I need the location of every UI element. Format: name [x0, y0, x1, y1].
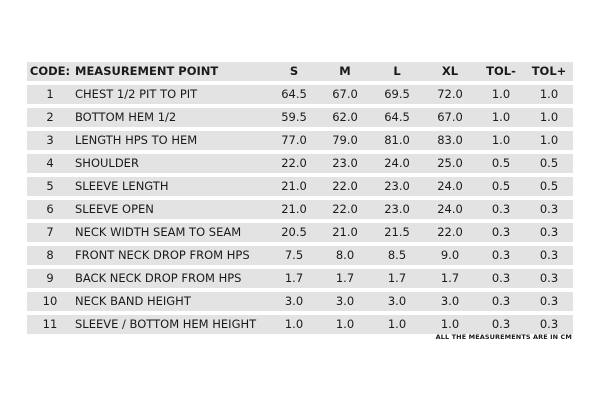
cell-size-s: 64.5 [269, 85, 319, 104]
table-row [27, 292, 573, 311]
cell-size-s: 1.7 [269, 269, 319, 288]
cell-tol-plus: 1.0 [525, 85, 573, 104]
table-row [27, 85, 573, 104]
cell-size-xl: 3.0 [423, 292, 477, 311]
cell-size-m: 22.0 [319, 200, 371, 219]
cell-size-m: 79.0 [319, 131, 371, 150]
cell-size-m: 1.0 [319, 315, 371, 334]
cell-size-s: 21.0 [269, 200, 319, 219]
cell-size-l: 1.7 [371, 269, 423, 288]
cell-tol-plus: 0.5 [525, 154, 573, 173]
cell-tol-plus: 0.3 [525, 223, 573, 242]
cell-measurement-point: NECK WIDTH SEAM TO SEAM [73, 223, 269, 242]
cell-tol-plus: 0.3 [525, 292, 573, 311]
table-row [27, 131, 573, 150]
cell-code: 5 [27, 177, 73, 196]
cell-tol-minus: 0.3 [477, 315, 525, 334]
cell-code: 2 [27, 108, 73, 127]
cell-code: 7 [27, 223, 73, 242]
cell-size-m: 1.7 [319, 269, 371, 288]
cell-size-xl: 25.0 [423, 154, 477, 173]
table-row [27, 246, 573, 265]
cell-tol-minus: 1.0 [477, 131, 525, 150]
cell-code: 11 [27, 315, 73, 334]
cell-measurement-point: NECK BAND HEIGHT [73, 292, 269, 311]
table-row [27, 154, 573, 173]
cell-size-l: 21.5 [371, 223, 423, 242]
cell-size-m: 62.0 [319, 108, 371, 127]
cell-tol-plus: 0.3 [525, 269, 573, 288]
cell-size-s: 22.0 [269, 154, 319, 173]
cell-size-l: 3.0 [371, 292, 423, 311]
table-body [27, 85, 573, 334]
cell-size-s: 20.5 [269, 223, 319, 242]
cell-size-xl: 24.0 [423, 177, 477, 196]
cell-size-xl: 72.0 [423, 85, 477, 104]
cell-tol-plus: 0.3 [525, 200, 573, 219]
cell-code: 6 [27, 200, 73, 219]
cell-size-m: 22.0 [319, 177, 371, 196]
cell-size-l: 23.0 [371, 177, 423, 196]
cell-tol-minus: 0.5 [477, 177, 525, 196]
cell-tol-minus: 1.0 [477, 108, 525, 127]
table-row [27, 177, 573, 196]
header-row [27, 62, 573, 81]
table-row [27, 269, 573, 288]
cell-size-xl: 22.0 [423, 223, 477, 242]
cell-size-m: 67.0 [319, 85, 371, 104]
header-tol-minus: TOL- [477, 62, 525, 81]
cell-measurement-point: SLEEVE / BOTTOM HEM HEIGHT [73, 315, 269, 334]
cell-size-m: 21.0 [319, 223, 371, 242]
cell-size-xl: 83.0 [423, 131, 477, 150]
cell-size-m: 3.0 [319, 292, 371, 311]
cell-tol-plus: 1.0 [525, 108, 573, 127]
cell-tol-minus: 0.3 [477, 269, 525, 288]
cell-size-xl: 24.0 [423, 200, 477, 219]
cell-measurement-point: LENGTH HPS TO HEM [73, 131, 269, 150]
cell-tol-plus: 0.3 [525, 246, 573, 265]
cell-code: 10 [27, 292, 73, 311]
header-code: CODE: [27, 62, 73, 81]
cell-size-l: 81.0 [371, 131, 423, 150]
cell-tol-plus: 0.5 [525, 177, 573, 196]
cell-size-s: 1.0 [269, 315, 319, 334]
cell-size-s: 59.5 [269, 108, 319, 127]
units-footnote: ALL THE MEASUREMENTS ARE IN CM [435, 333, 572, 341]
cell-code: 4 [27, 154, 73, 173]
cell-tol-minus: 0.3 [477, 223, 525, 242]
cell-size-xl: 67.0 [423, 108, 477, 127]
cell-tol-minus: 0.3 [477, 246, 525, 265]
cell-measurement-point: SLEEVE LENGTH [73, 177, 269, 196]
cell-tol-plus: 0.3 [525, 315, 573, 334]
header-size-m: M [319, 62, 371, 81]
cell-size-m: 23.0 [319, 154, 371, 173]
cell-code: 3 [27, 131, 73, 150]
cell-code: 1 [27, 85, 73, 104]
header-size-l: L [371, 62, 423, 81]
size-chart-table [27, 58, 573, 338]
cell-code: 9 [27, 269, 73, 288]
header-measurement-point: MEASUREMENT POINT [73, 62, 269, 81]
cell-size-m: 8.0 [319, 246, 371, 265]
cell-measurement-point: FRONT NECK DROP FROM HPS [73, 246, 269, 265]
cell-tol-minus: 0.3 [477, 200, 525, 219]
table-row [27, 315, 573, 334]
cell-size-xl: 9.0 [423, 246, 477, 265]
cell-size-s: 3.0 [269, 292, 319, 311]
cell-measurement-point: SLEEVE OPEN [73, 200, 269, 219]
cell-size-s: 77.0 [269, 131, 319, 150]
header-tol-plus: TOL+ [525, 62, 573, 81]
cell-size-l: 23.0 [371, 200, 423, 219]
cell-size-xl: 1.7 [423, 269, 477, 288]
cell-size-l: 69.5 [371, 85, 423, 104]
cell-measurement-point: BACK NECK DROP FROM HPS [73, 269, 269, 288]
table-row [27, 108, 573, 127]
cell-tol-minus: 0.3 [477, 292, 525, 311]
header-size-xl: XL [423, 62, 477, 81]
header-size-s: S [269, 62, 319, 81]
cell-size-xl: 1.0 [423, 315, 477, 334]
cell-tol-minus: 1.0 [477, 85, 525, 104]
cell-measurement-point: BOTTOM HEM 1/2 [73, 108, 269, 127]
cell-measurement-point: CHEST 1/2 PIT TO PIT [73, 85, 269, 104]
cell-tol-plus: 1.0 [525, 131, 573, 150]
cell-size-s: 21.0 [269, 177, 319, 196]
cell-size-l: 1.0 [371, 315, 423, 334]
cell-size-l: 64.5 [371, 108, 423, 127]
table-row [27, 223, 573, 242]
cell-code: 8 [27, 246, 73, 265]
table-row [27, 200, 573, 219]
cell-size-s: 7.5 [269, 246, 319, 265]
cell-size-l: 24.0 [371, 154, 423, 173]
cell-size-l: 8.5 [371, 246, 423, 265]
cell-measurement-point: SHOULDER [73, 154, 269, 173]
cell-tol-minus: 0.5 [477, 154, 525, 173]
